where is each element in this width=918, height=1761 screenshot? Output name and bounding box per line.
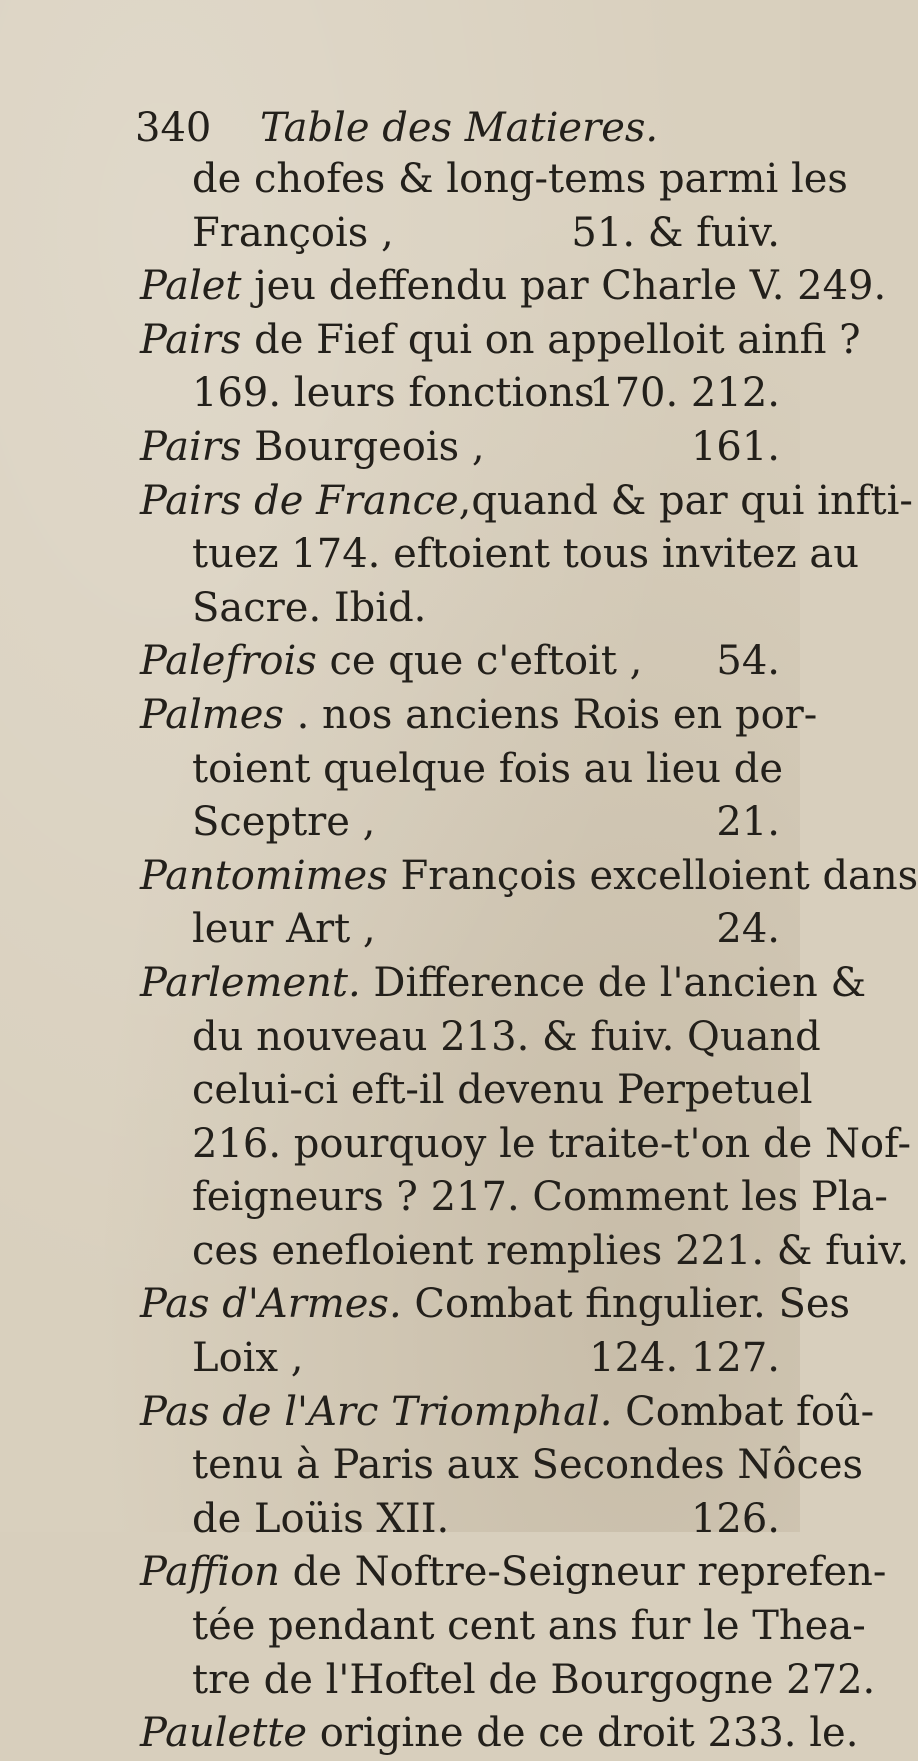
entry-keyword: Parlement. — [140, 959, 361, 1006]
entry-body: Loix , — [192, 1335, 304, 1382]
entry-body: celui-ci eft-il devenu Perpetuel — [192, 1067, 813, 1114]
index-entry-line — [140, 957, 867, 1011]
entry-text — [192, 1011, 821, 1065]
index-entry-line — [140, 1386, 875, 1440]
entry-body: tée pendant cent ans fur le Thea- — [192, 1603, 866, 1650]
entry-body: ce que c'eftoit , — [316, 638, 643, 685]
entry-text — [192, 1064, 813, 1118]
entry-keyword: Paulette — [140, 1710, 308, 1757]
index-continuation-line — [140, 528, 859, 582]
entry-text — [140, 635, 642, 689]
entry-keyword: Pantomimes — [140, 852, 388, 899]
entry-body: tuez 174. eftoient tous invitez au — [192, 531, 859, 578]
index-continuation-line — [140, 207, 780, 261]
entry-text — [140, 850, 918, 904]
index-continuation-line — [140, 743, 784, 797]
index-continuation-line — [140, 903, 780, 957]
entry-text — [140, 1707, 858, 1761]
index-entry-line — [140, 421, 780, 475]
page-reference: 124. 127. — [589, 1335, 780, 1382]
index-entry-line — [140, 314, 861, 368]
index-continuation-line — [140, 1600, 866, 1654]
page-number: 340 — [135, 105, 212, 151]
entry-body: Bourgeois , — [241, 423, 485, 470]
entry-body: Difference de l'ancien & — [360, 959, 867, 1006]
index-continuation-line — [140, 1225, 910, 1279]
entry-text — [192, 1439, 863, 1493]
index-entry-line — [140, 850, 918, 904]
entry-body: ,quand & par qui infti- — [458, 477, 913, 524]
entry-body: de chofes & long-tems parmi les — [192, 156, 848, 202]
entry-text — [192, 1118, 911, 1172]
index-continuation-line — [140, 1493, 780, 1547]
entry-body: . nos anciens Rois en por- — [283, 691, 818, 738]
entry-text — [192, 1600, 866, 1654]
entry-text — [192, 1493, 449, 1547]
entry-text — [140, 1546, 886, 1600]
index-continuation-line — [140, 1011, 821, 1065]
entry-keyword: Pairs — [140, 316, 242, 363]
entry-text — [140, 421, 485, 475]
index-entries — [140, 153, 918, 1761]
entry-body: François , — [192, 209, 394, 256]
entry-body: Combat fingulier. Ses — [401, 1281, 851, 1328]
entry-body: Sacre. Ibid. — [192, 584, 427, 631]
entry-keyword: Paffion — [140, 1549, 280, 1596]
entry-body: 216. pourquoy le traite-t'on de Nof- — [192, 1120, 911, 1167]
entry-text — [140, 1278, 850, 1332]
index-continuation-line — [140, 582, 780, 636]
entry-text — [140, 1386, 874, 1440]
entry-text — [192, 1332, 303, 1386]
index-continuation-line — [140, 1064, 813, 1118]
entry-text — [140, 689, 817, 743]
index-continuation-line — [140, 1118, 911, 1172]
page-reference: 170. 212. — [589, 370, 780, 417]
entry-text — [192, 743, 783, 797]
index-continuation-line — [140, 367, 780, 421]
entry-keyword: Palet — [140, 263, 242, 310]
entry-body: de Noftre-Seigneur reprefen- — [279, 1549, 887, 1596]
entry-text — [192, 207, 394, 261]
entry-text — [192, 1171, 888, 1225]
index-entry-line — [140, 635, 780, 689]
index-continuation-line — [140, 1439, 864, 1493]
entry-text — [192, 903, 376, 957]
index-continuation-line — [140, 796, 780, 850]
entry-text — [140, 260, 886, 314]
entry-keyword: Pairs de France — [140, 477, 459, 524]
entry-body: de Loüis XII. — [192, 1495, 450, 1542]
index-entry-line — [140, 689, 818, 743]
entry-text — [192, 153, 848, 207]
index-continuation-line — [140, 153, 848, 207]
entry-body: du nouveau 213. & fuiv. Quand — [192, 1013, 821, 1060]
page-reference: 24. — [716, 906, 780, 953]
entry-body: jeu deffendu par Charle V. 249. — [241, 263, 887, 310]
entry-keyword: Palefrois — [140, 638, 317, 685]
entry-text — [192, 528, 859, 582]
entry-keyword: Pairs — [140, 423, 242, 470]
entry-body: de Fief qui on appelloit ainfi ? — [241, 316, 861, 363]
entry-body: tenu à Paris aux Secondes Nôces — [192, 1442, 864, 1489]
entry-body: 169. leurs fonctions — [192, 370, 595, 417]
page-reference: 21. — [716, 799, 780, 846]
entry-body: feigneurs ? 217. Comment les Pla- — [192, 1174, 888, 1221]
entry-body: toient quelque fois au lieu de — [192, 745, 784, 792]
entry-text — [192, 367, 595, 421]
entry-body: ces enefloient remplies 221. & fuiv. — [192, 1227, 910, 1274]
running-title: Table des Matieres. — [260, 105, 659, 151]
index-continuation-line — [140, 1332, 780, 1386]
entry-keyword: Pas d'Armes. — [140, 1281, 402, 1328]
index-continuation-line — [140, 1654, 876, 1708]
entry-text — [192, 1654, 875, 1708]
page-reference: 161. — [690, 423, 780, 470]
page-reference: 54. — [716, 638, 780, 685]
index-entry-line — [140, 475, 913, 529]
page-reference: 51. & fuiv. — [571, 209, 780, 256]
index-continuation-line — [140, 1171, 888, 1225]
index-entry-line — [140, 1546, 887, 1600]
entry-body: leur Art , — [192, 906, 376, 953]
entry-text — [192, 1225, 909, 1279]
entry-body: tre de l'Hoftel de Bourgogne 272. — [192, 1656, 876, 1703]
entry-text — [192, 582, 426, 636]
index-entry-line — [140, 1707, 859, 1761]
entry-text — [192, 796, 375, 850]
entry-body: François excelloient dans — [387, 852, 918, 899]
index-entry-line — [140, 1278, 851, 1332]
page-header — [135, 103, 755, 153]
index-entry-line — [140, 260, 887, 314]
page-reference: 126. — [690, 1495, 780, 1542]
entry-body: Combat foû- — [612, 1388, 875, 1435]
entry-body: origine de ce droit 233. le. — [307, 1710, 859, 1757]
entry-body: Sceptre , — [192, 799, 376, 846]
entry-keyword: Pas de l'Arc Triomphal. — [140, 1388, 613, 1435]
entry-text — [140, 475, 913, 529]
entry-keyword: Palmes — [140, 691, 284, 738]
entry-text — [140, 314, 861, 368]
entry-text — [140, 957, 866, 1011]
